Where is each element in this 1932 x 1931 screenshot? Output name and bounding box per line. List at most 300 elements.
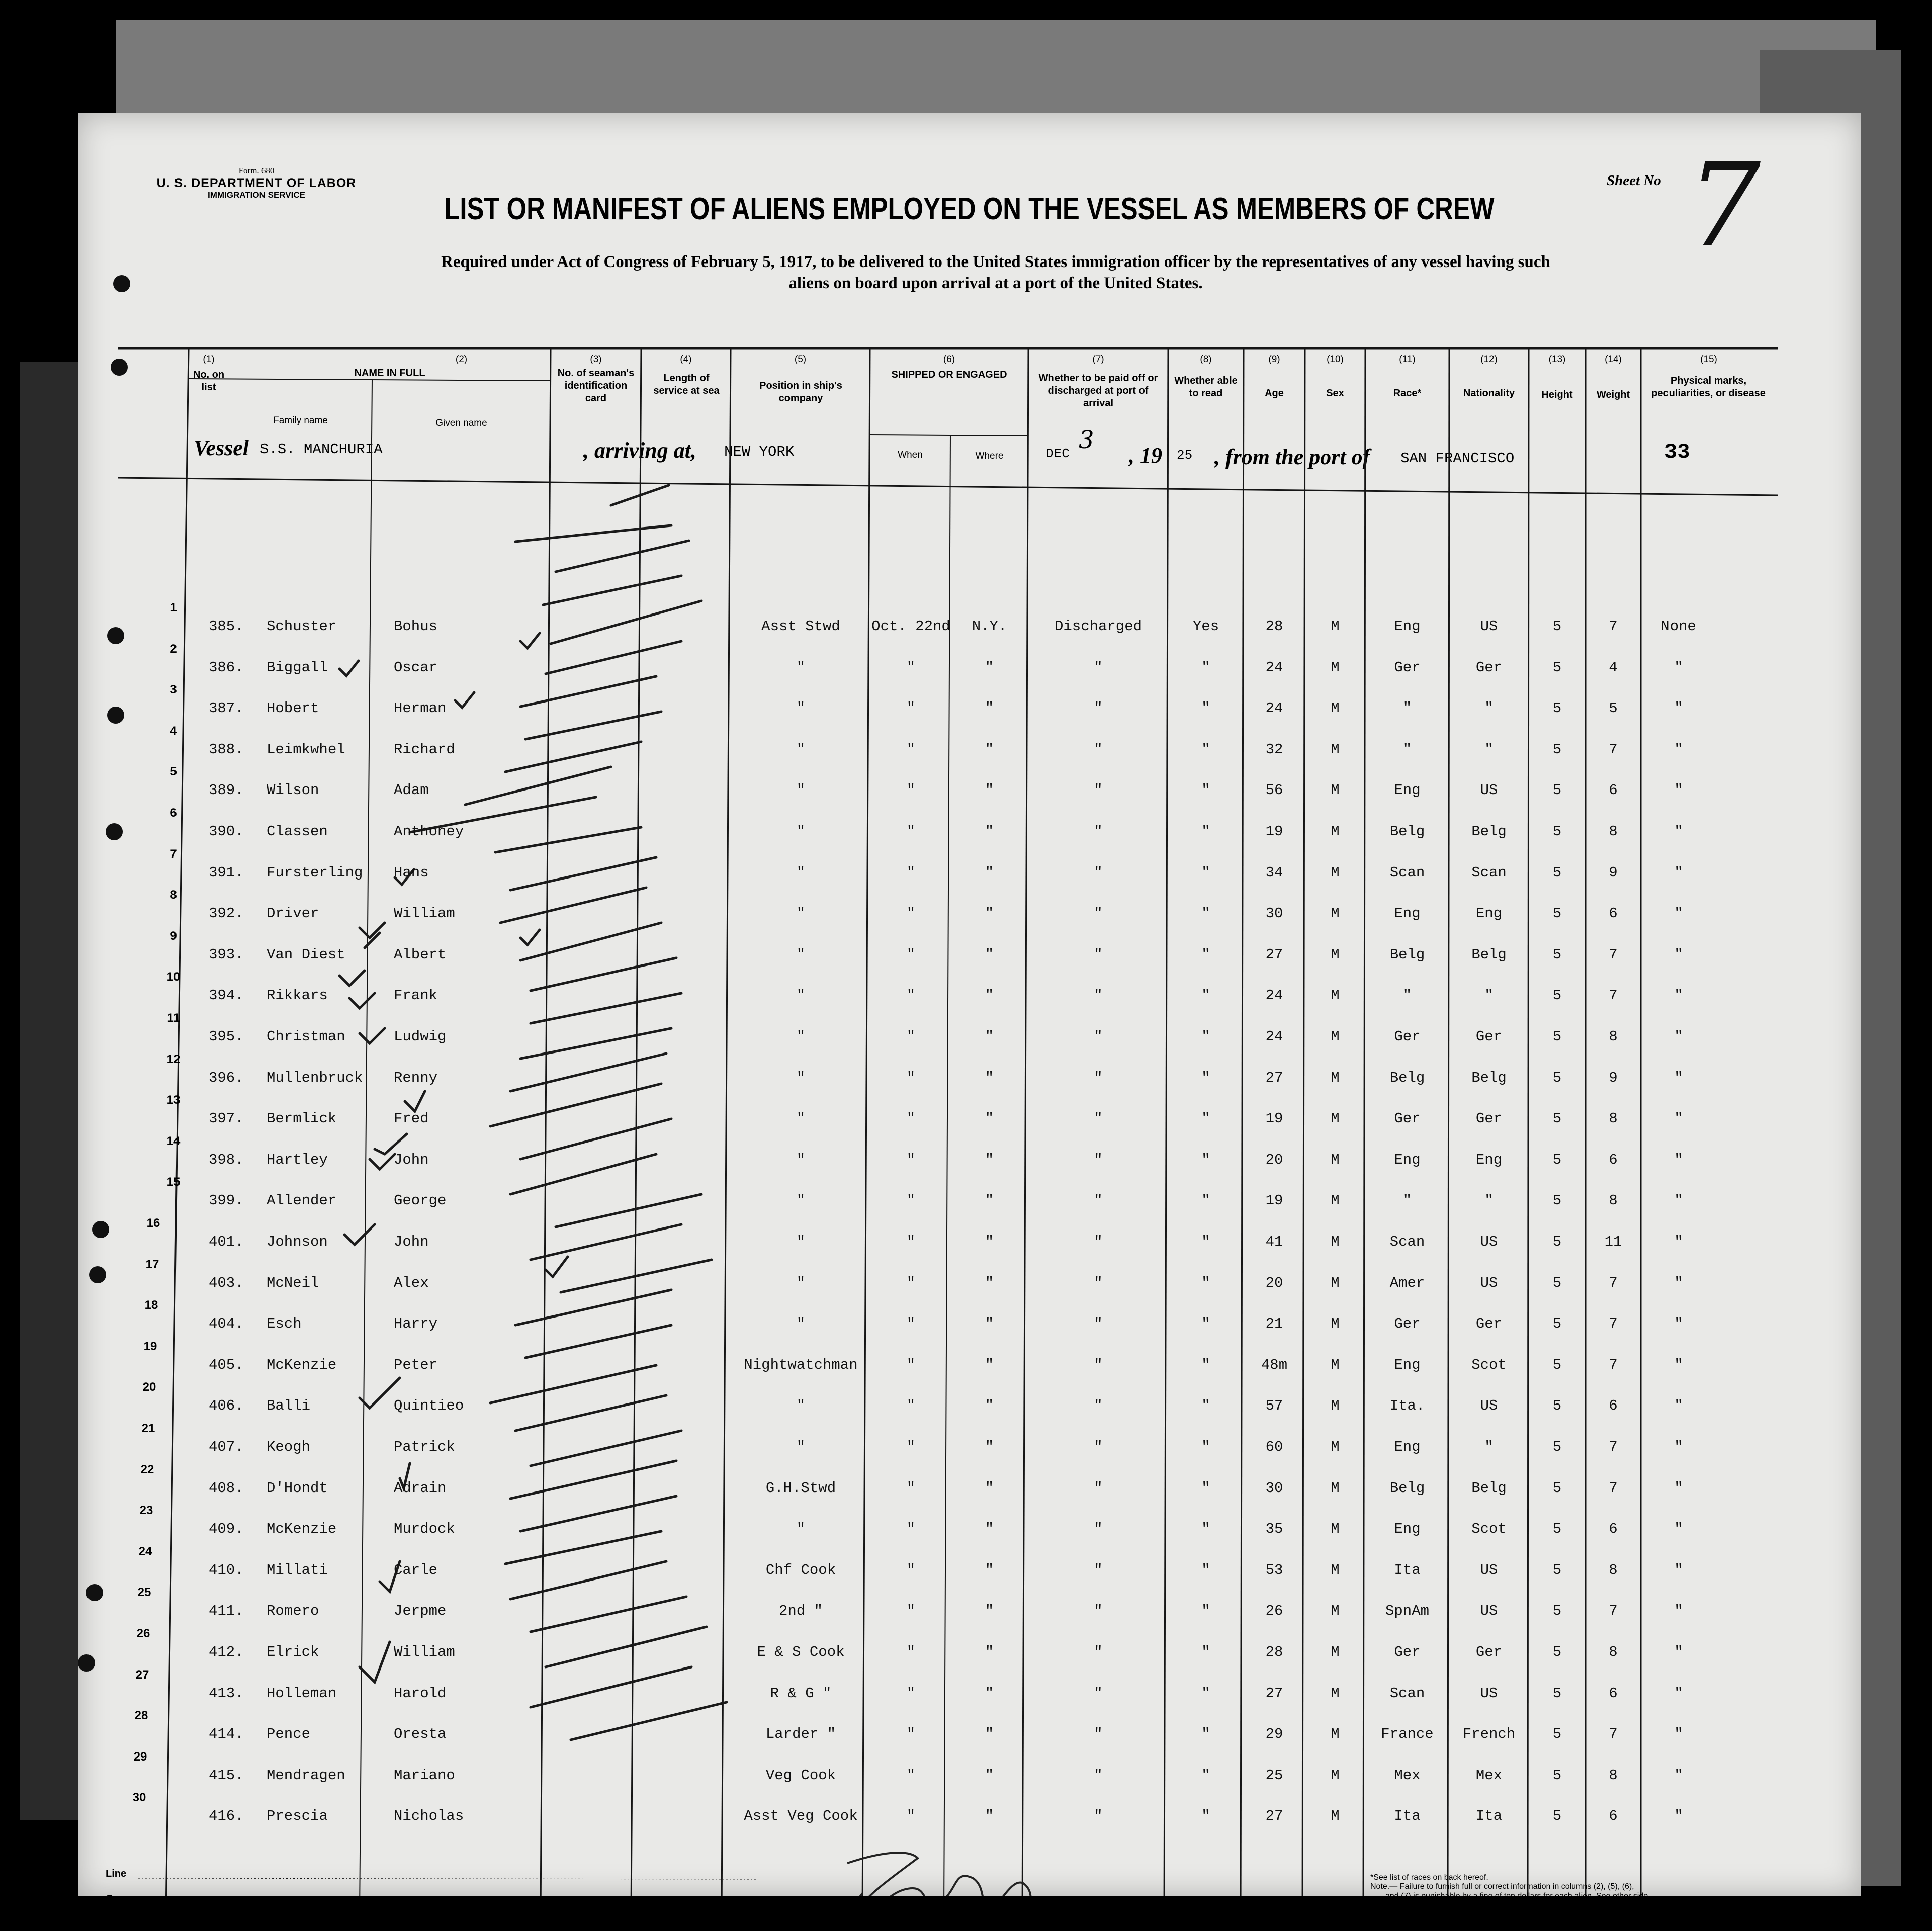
sex-cell: M	[1331, 1069, 1340, 1086]
age-cell: 20	[1265, 1151, 1283, 1168]
list-no-cell: 404.	[209, 1315, 244, 1333]
physical-marks-cell: "	[1674, 741, 1683, 758]
given-name-cell: William	[394, 1644, 455, 1660]
family-name-cell: Romero	[267, 1603, 319, 1620]
able-to-read-cell: "	[1201, 987, 1210, 1004]
race-cell: Eng	[1394, 1151, 1421, 1168]
given-name-cell: John	[394, 1151, 429, 1168]
footnote-penalty-1: Note.— Failure to furnish full or correct information in columns (2), (5), (6),	[1370, 1882, 1634, 1891]
shipped-where-cell: "	[985, 1685, 994, 1702]
family-name-cell: McKenzie	[267, 1356, 337, 1373]
list-no-cell: 392.	[209, 905, 244, 922]
shipped-where-cell: "	[985, 1234, 994, 1250]
col4-header: Length of service at sea	[653, 373, 720, 396]
shipped-when-cell: "	[906, 1356, 916, 1373]
list-no-cell: 396.	[209, 1069, 244, 1086]
row-number: 21	[141, 1422, 155, 1435]
paid-off-cell: "	[1094, 659, 1103, 676]
nationality-cell: Scot	[1471, 1521, 1507, 1538]
height-cell: 5	[1552, 782, 1562, 799]
age-cell: 53	[1265, 1561, 1283, 1578]
col8-number: (8)	[1200, 354, 1212, 365]
shipped-where-cell: "	[985, 1808, 994, 1825]
age-cell: 24	[1265, 659, 1283, 676]
list-no-cell: 405.	[209, 1356, 244, 1373]
given-name-cell: Frank	[394, 987, 438, 1004]
family-name-cell: Hartley	[267, 1151, 328, 1168]
nationality-cell: "	[1484, 1192, 1494, 1209]
given-name-cell: Herman	[394, 700, 447, 717]
vessel-name: S.S. MANCHURIA	[260, 441, 383, 458]
sex-cell: M	[1331, 1644, 1340, 1660]
col1-number: (1)	[203, 354, 215, 365]
physical-marks-cell: "	[1674, 1356, 1683, 1373]
col10-header: Sex	[1326, 388, 1344, 399]
shipped-where-cell: "	[985, 741, 994, 758]
list-no-cell: 410.	[209, 1561, 244, 1578]
height-cell: 5	[1552, 1808, 1562, 1825]
height-cell: 5	[1552, 946, 1562, 963]
shipped-when-cell: "	[906, 1028, 916, 1045]
sex-cell: M	[1331, 659, 1340, 676]
age-cell: 48m	[1261, 1356, 1288, 1373]
position-cell: Nightwatchman	[744, 1356, 858, 1373]
position-cell: G.H.Stwd	[765, 1479, 836, 1497]
shipped-when-cell: "	[906, 1234, 916, 1250]
sex-cell: M	[1331, 1685, 1340, 1702]
given-name-cell: George	[394, 1192, 447, 1209]
list-no-cell: 390.	[209, 823, 244, 840]
arriving-port: NEW YORK	[724, 444, 795, 460]
given-name-cell: Oresta	[394, 1726, 447, 1743]
nationality-cell: US	[1480, 1561, 1498, 1578]
row-number: 15	[166, 1175, 181, 1189]
physical-marks-cell: "	[1674, 864, 1683, 881]
height-cell: 5	[1552, 1110, 1562, 1127]
row-number: 7	[170, 847, 177, 861]
sex-cell: M	[1331, 1397, 1340, 1415]
row-number: 17	[145, 1257, 159, 1271]
paid-off-cell: "	[1094, 946, 1103, 963]
paid-off-cell: "	[1094, 905, 1103, 922]
able-to-read-cell: Yes	[1192, 618, 1219, 635]
list-no-cell: 395.	[209, 1028, 244, 1045]
col14-number: (14)	[1605, 354, 1622, 365]
list-no-cell: 401.	[209, 1234, 244, 1250]
given-name-cell: Ludwig	[394, 1028, 447, 1045]
shipped-where-cell: "	[985, 1603, 994, 1620]
shipped-where-cell: N.Y.	[972, 618, 1007, 635]
list-no-cell: 411.	[209, 1603, 244, 1620]
given-name-cell: Bohus	[394, 618, 438, 635]
given-name-cell: Mariano	[394, 1767, 455, 1784]
height-cell: 5	[1552, 1479, 1562, 1497]
given-name-cell: Murdock	[394, 1521, 455, 1538]
able-to-read-cell: "	[1201, 1315, 1210, 1333]
race-cell: Ger	[1394, 659, 1421, 676]
sheet-number: 7	[1687, 139, 1761, 273]
shipped-when-cell: "	[906, 946, 916, 963]
row-number: 30	[132, 1791, 146, 1805]
sex-cell: M	[1331, 1151, 1340, 1168]
weight-cell: 7	[1609, 987, 1618, 1004]
age-cell: 28	[1265, 1644, 1283, 1660]
nationality-cell: Mex	[1475, 1767, 1503, 1784]
physical-marks-cell: "	[1674, 1192, 1683, 1209]
height-cell: 5	[1552, 1028, 1562, 1045]
height-cell: 5	[1552, 1151, 1562, 1168]
age-cell: 56	[1265, 782, 1283, 799]
age-cell: 24	[1265, 987, 1283, 1004]
weight-cell: 7	[1609, 1439, 1618, 1455]
family-name-cell: Fursterling	[267, 864, 363, 881]
list-no-cell: 399.	[209, 1192, 244, 1209]
position-cell: Asst Stwd	[761, 618, 840, 635]
list-no-cell: 398.	[209, 1151, 244, 1168]
weight-cell: 6	[1609, 1521, 1618, 1538]
able-to-read-cell: "	[1201, 1234, 1210, 1250]
shipped-where-cell: "	[985, 1315, 994, 1333]
col7-number: (7)	[1092, 354, 1104, 365]
row-number: 10	[166, 970, 181, 984]
given-name-cell: John	[394, 1234, 429, 1250]
position-cell: "	[796, 1151, 806, 1168]
row-number: 1	[170, 601, 177, 615]
list-no-cell: 412.	[209, 1644, 244, 1660]
position-cell: "	[796, 1521, 806, 1538]
shipped-where-cell: "	[985, 987, 994, 1004]
col2-header: NAME IN FULL	[354, 368, 425, 379]
paid-off-cell: "	[1094, 1234, 1103, 1250]
subtitle-line-1: Required under Act of Congress of February 5, 1917, to be delivered to the United States immigration officer by the representatives of any vessel having such	[441, 253, 1550, 271]
height-cell: 5	[1552, 741, 1562, 758]
col2a-header: Family name	[273, 415, 328, 426]
sex-cell: M	[1331, 1521, 1340, 1538]
col11-header: Race*	[1393, 388, 1422, 399]
height-cell: 5	[1552, 1315, 1562, 1333]
sex-cell: M	[1331, 1356, 1340, 1373]
family-name-cell: D'Hondt	[267, 1479, 328, 1497]
family-name-cell: Johnson	[267, 1234, 328, 1250]
nationality-cell: US	[1480, 1603, 1498, 1620]
nationality-cell: Scan	[1471, 864, 1507, 881]
family-name-cell: Driver	[267, 905, 319, 922]
physical-marks-cell: "	[1674, 1151, 1683, 1168]
row-number: 29	[133, 1749, 147, 1764]
race-cell: Belg	[1389, 823, 1425, 840]
family-name-cell: Hobert	[267, 700, 319, 717]
vessel-label: Vessel	[194, 435, 249, 460]
weight-cell: 6	[1609, 1808, 1618, 1825]
row-number: 5	[170, 765, 177, 779]
weight-cell: 8	[1609, 823, 1618, 840]
list-no-cell: 388.	[209, 741, 244, 758]
able-to-read-cell: "	[1201, 1110, 1210, 1127]
owners-label: Owners	[106, 1893, 143, 1904]
physical-marks-cell: "	[1674, 1069, 1683, 1086]
sex-cell: M	[1331, 1192, 1340, 1209]
list-no-cell: 393.	[209, 946, 244, 963]
physical-marks-cell: "	[1674, 1028, 1683, 1045]
weight-cell: 6	[1609, 905, 1618, 922]
sex-cell: M	[1331, 618, 1340, 635]
position-cell: "	[796, 1315, 806, 1333]
age-cell: 27	[1265, 1069, 1283, 1086]
given-name-cell: Alex	[394, 1274, 429, 1291]
able-to-read-cell: "	[1201, 1561, 1210, 1578]
position-cell: "	[796, 1069, 806, 1086]
sex-cell: M	[1331, 1439, 1340, 1455]
paid-off-cell: "	[1094, 1644, 1103, 1660]
able-to-read-cell: "	[1201, 700, 1210, 717]
age-cell: 24	[1265, 700, 1283, 717]
row-number: 23	[139, 1504, 153, 1518]
paid-off-cell: "	[1094, 823, 1103, 840]
list-no-cell: 391.	[209, 864, 244, 881]
given-name-cell: Hans	[394, 864, 429, 881]
list-no-cell: 403.	[209, 1274, 244, 1291]
paid-off-cell: "	[1094, 1315, 1103, 1333]
weight-cell: 7	[1609, 1274, 1618, 1291]
family-name-cell: Rikkars	[267, 987, 328, 1004]
col6-header: SHIPPED OR ENGAGED	[891, 369, 1007, 380]
paid-off-cell: "	[1094, 1479, 1103, 1497]
family-name-cell: Leimkwhel	[267, 741, 345, 758]
family-name-cell: Biggall	[267, 659, 328, 676]
nationality-cell: Belg	[1471, 946, 1507, 963]
paid-off-cell: "	[1094, 782, 1103, 799]
list-no-cell: 389.	[209, 782, 244, 799]
row-number: 8	[170, 888, 177, 902]
height-cell: 5	[1552, 1192, 1562, 1209]
age-cell: 25	[1265, 1767, 1283, 1784]
paid-off-cell: Discharged	[1054, 618, 1143, 635]
position-cell: "	[796, 741, 806, 758]
local-agents-label: Local Agents	[106, 1919, 168, 1930]
height-cell: 5	[1552, 1439, 1562, 1455]
shipped-where-cell: "	[985, 782, 994, 799]
col1-header: No. on list	[193, 369, 225, 393]
col6b-header: Where	[975, 451, 1004, 461]
race-cell: Scan	[1389, 1234, 1425, 1250]
physical-marks-cell: "	[1674, 1561, 1683, 1578]
footnote	[1370, 1873, 1823, 1901]
position-cell: "	[796, 1439, 806, 1455]
physical-marks-cell: None	[1661, 618, 1696, 635]
physical-marks-cell: "	[1674, 1726, 1683, 1743]
sex-cell: M	[1331, 1274, 1340, 1291]
given-name-cell: Anthoney	[394, 823, 464, 840]
race-cell: Ger	[1394, 1644, 1421, 1660]
sex-cell: M	[1331, 1234, 1340, 1250]
position-cell: "	[796, 1028, 806, 1045]
weight-cell: 6	[1609, 1151, 1618, 1168]
shipped-when-cell: "	[906, 782, 916, 799]
able-to-read-cell: "	[1201, 1439, 1210, 1455]
race-cell: SpnAm	[1385, 1603, 1429, 1620]
inspector-signature-stroke	[843, 1853, 1119, 1896]
paid-off-cell: "	[1094, 1603, 1103, 1620]
sex-cell: M	[1331, 1315, 1340, 1333]
physical-marks-cell: "	[1674, 987, 1683, 1004]
paid-off-cell: "	[1094, 1726, 1103, 1743]
list-no-cell: 415.	[209, 1767, 244, 1784]
col2b-header: Given name	[435, 418, 487, 428]
col3-number: (3)	[590, 354, 602, 365]
paid-off-cell: "	[1094, 700, 1103, 717]
nationality-cell: Scot	[1471, 1356, 1507, 1373]
shipped-where-cell: "	[985, 1561, 994, 1578]
physical-marks-cell: "	[1674, 823, 1683, 840]
weight-cell: 7	[1609, 1726, 1618, 1743]
race-cell: France	[1381, 1726, 1434, 1743]
manifest-sheet	[78, 113, 1861, 1930]
given-name-cell: Adrain	[394, 1479, 447, 1497]
able-to-read-cell: "	[1201, 1069, 1210, 1086]
paid-off-cell: "	[1094, 1192, 1103, 1209]
height-cell: 5	[1552, 1726, 1562, 1743]
position-cell: 2nd "	[778, 1603, 823, 1620]
position-cell: "	[796, 905, 806, 922]
paid-off-cell: "	[1094, 1561, 1103, 1578]
age-cell: 19	[1265, 1110, 1283, 1127]
list-no-cell: 397.	[209, 1110, 244, 1127]
col15-header: Physical marks, peculiarities, or disease	[1651, 375, 1766, 399]
position-cell: "	[796, 1192, 806, 1209]
weight-cell: 7	[1609, 1479, 1618, 1497]
list-no-cell: 394.	[209, 987, 244, 1004]
height-cell: 5	[1552, 905, 1562, 922]
able-to-read-cell: "	[1201, 864, 1210, 881]
paid-off-cell: "	[1094, 987, 1103, 1004]
shipped-when-cell: "	[906, 1644, 916, 1660]
col13-number: (13)	[1548, 354, 1566, 365]
race-cell: Amer	[1389, 1274, 1425, 1291]
able-to-read-cell: "	[1201, 1808, 1210, 1825]
row-number: 2	[170, 642, 177, 656]
weight-cell: 11	[1604, 1234, 1622, 1250]
given-name-cell: Fred	[394, 1110, 429, 1127]
list-no-cell: 387.	[209, 700, 244, 717]
paid-off-cell: "	[1094, 741, 1103, 758]
col10-number: (10)	[1327, 354, 1344, 365]
able-to-read-cell: "	[1201, 1685, 1210, 1702]
paid-off-cell: "	[1094, 1767, 1103, 1784]
position-cell: "	[796, 946, 806, 963]
position-cell: "	[796, 987, 806, 1004]
shipped-when-cell: "	[906, 1767, 916, 1784]
list-no-cell: 409.	[209, 1521, 244, 1538]
nationality-cell: French	[1462, 1726, 1516, 1743]
shipped-when-cell: "	[906, 823, 916, 840]
sex-cell: M	[1331, 741, 1340, 758]
height-cell: 5	[1552, 1561, 1562, 1578]
col2-number: (2)	[455, 354, 468, 365]
from-port: SAN FRANCISCO	[1400, 450, 1515, 467]
race-cell: Belg	[1389, 946, 1425, 963]
race-cell: Eng	[1394, 1521, 1421, 1538]
paid-off-cell: "	[1094, 1274, 1103, 1291]
able-to-read-cell: "	[1201, 659, 1210, 676]
able-to-read-cell: "	[1201, 1028, 1210, 1045]
able-to-read-cell: "	[1201, 823, 1210, 840]
family-name-cell: Holleman	[267, 1685, 337, 1702]
age-cell: 20	[1265, 1274, 1283, 1291]
nationality-cell: Eng	[1475, 905, 1503, 922]
nationality-cell: Eng	[1475, 1151, 1503, 1168]
col6a-header: When	[898, 450, 923, 460]
weight-cell: 6	[1609, 1685, 1618, 1702]
physical-marks-cell: "	[1674, 1685, 1683, 1702]
weight-cell: 6	[1609, 1397, 1618, 1415]
weight-cell: 7	[1609, 1603, 1618, 1620]
shipped-where-cell: "	[985, 1356, 994, 1373]
row-number: 9	[170, 929, 177, 943]
family-name-cell: McNeil	[267, 1274, 319, 1291]
shipped-when-cell: "	[906, 1808, 916, 1825]
given-name-cell: Harry	[394, 1315, 438, 1333]
position-cell: "	[796, 782, 806, 799]
height-cell: 5	[1552, 700, 1562, 717]
nationality-cell: US	[1480, 1234, 1498, 1250]
family-name-cell: Keogh	[267, 1439, 311, 1455]
shipped-when-cell: "	[906, 1274, 916, 1291]
arriving-label: , arriving at,	[583, 438, 696, 463]
race-cell: Eng	[1394, 782, 1421, 799]
family-name-cell: Mendragen	[267, 1767, 345, 1784]
sex-cell: M	[1331, 1603, 1340, 1620]
nationality-cell: US	[1480, 618, 1498, 635]
able-to-read-cell: "	[1201, 1521, 1210, 1538]
shipped-when-cell: "	[906, 864, 916, 881]
race-cell: "	[1402, 1192, 1412, 1209]
inspector-label: Immigrant Inspector.	[1014, 1907, 1112, 1920]
weight-cell: 8	[1609, 1028, 1618, 1045]
given-name-cell: Patrick	[394, 1439, 455, 1455]
paid-off-cell: "	[1094, 1110, 1103, 1127]
row-number: 27	[135, 1667, 149, 1682]
race-cell: "	[1402, 700, 1412, 717]
shipped-when-cell: "	[906, 1561, 916, 1578]
shipped-where-cell: "	[985, 864, 994, 881]
paid-off-cell: "	[1094, 1439, 1103, 1455]
sex-cell: M	[1331, 1561, 1340, 1578]
list-no-cell: 408.	[209, 1479, 244, 1497]
given-name-cell: Carle	[394, 1561, 438, 1578]
sex-cell: M	[1331, 1479, 1340, 1497]
weight-cell: 5	[1609, 700, 1618, 717]
family-name-cell: Mullenbruck	[267, 1069, 363, 1086]
weight-cell: 8	[1609, 1110, 1618, 1127]
list-no-cell: 413.	[209, 1685, 244, 1702]
list-no-cell: 385.	[209, 618, 244, 635]
age-cell: 32	[1265, 741, 1283, 758]
physical-marks-cell: "	[1674, 1234, 1683, 1250]
position-cell: "	[796, 1397, 806, 1415]
age-cell: 26	[1265, 1603, 1283, 1620]
weight-cell: 7	[1609, 741, 1618, 758]
row-number: 28	[134, 1709, 148, 1723]
row-number: 19	[143, 1339, 157, 1353]
paid-off-cell: "	[1094, 1521, 1103, 1538]
paid-off-cell: "	[1094, 864, 1103, 881]
able-to-read-cell: "	[1201, 1644, 1210, 1660]
shipped-when-cell: "	[906, 1726, 916, 1743]
nationality-cell: Belg	[1471, 1069, 1507, 1086]
shipped-where-cell: "	[985, 1069, 994, 1086]
height-cell: 5	[1552, 1644, 1562, 1660]
race-cell: Belg	[1389, 1069, 1425, 1086]
